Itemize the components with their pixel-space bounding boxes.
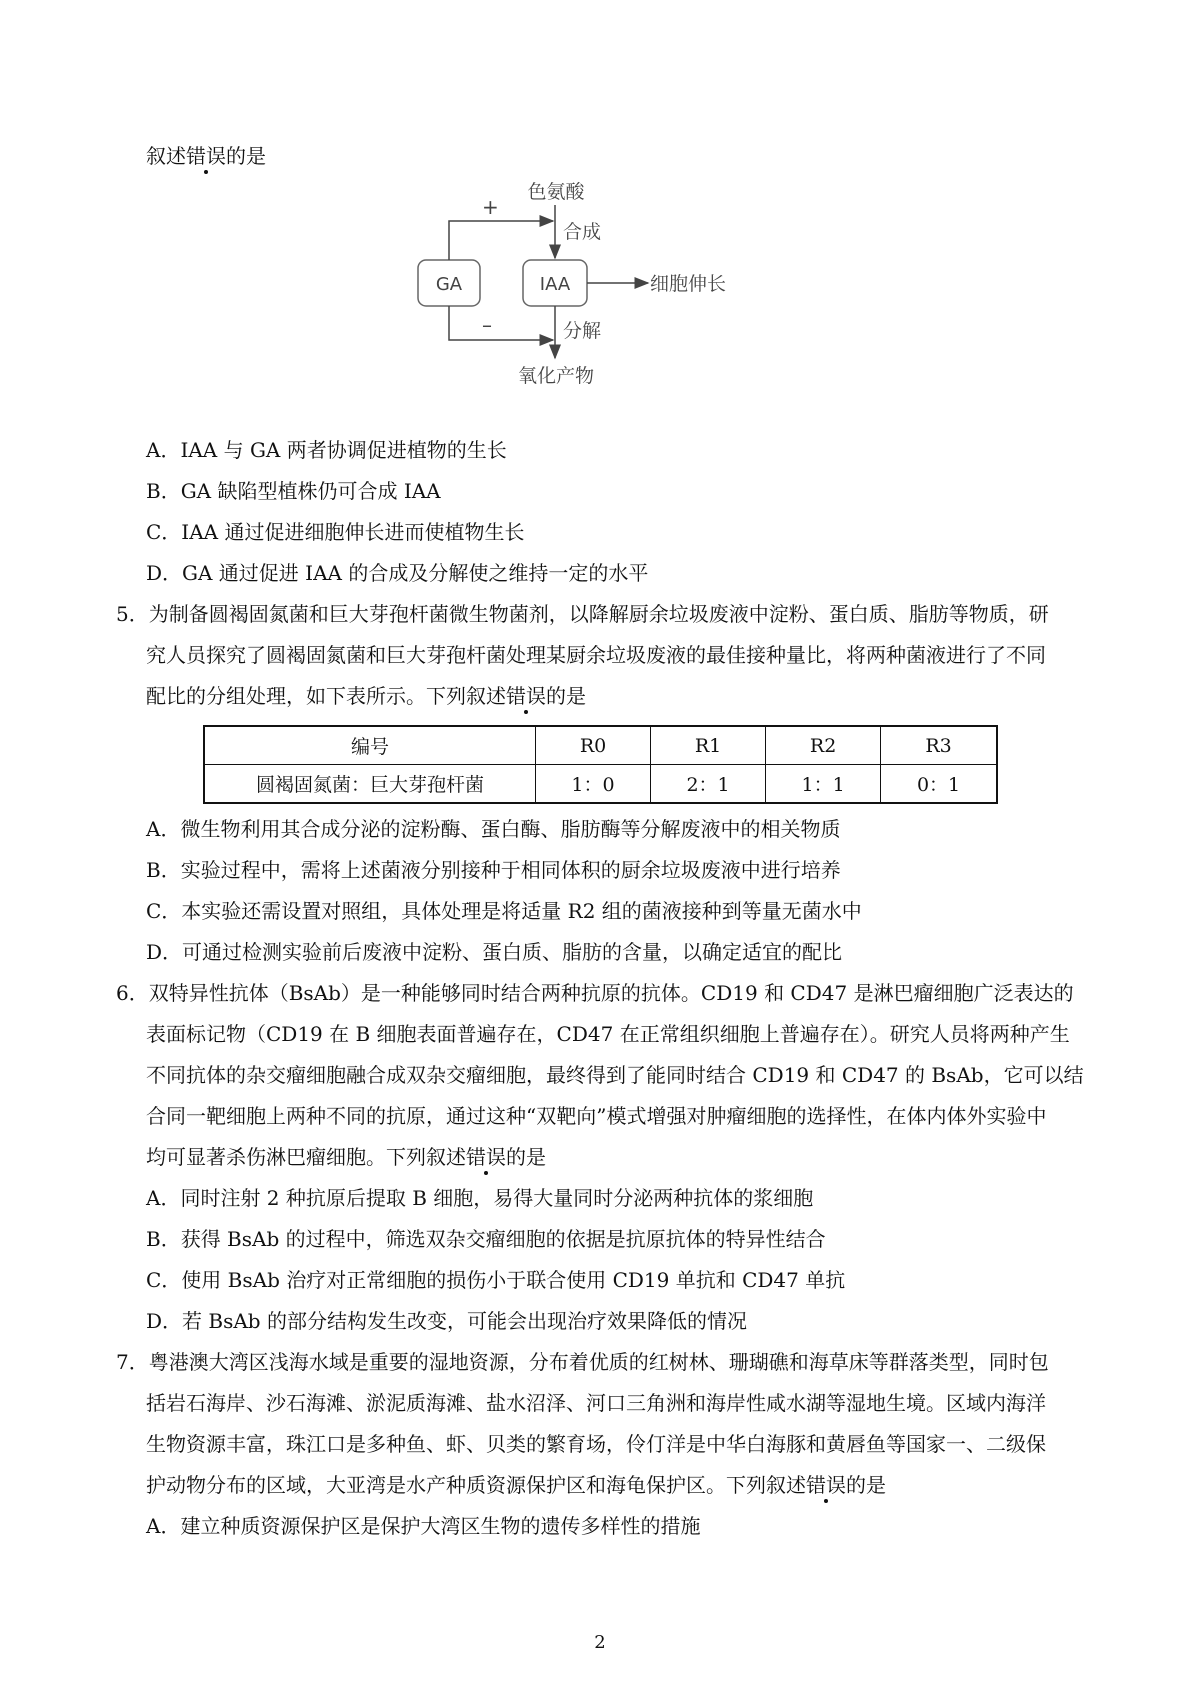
elongation-label: 细胞伸长 [650,273,727,295]
table-header-label: 编号 [204,726,536,765]
table-cell: 1：1 [766,765,881,804]
table-cell: 2：1 [651,765,766,804]
q5-stem-line-3: 配比的分组处理，如下表所示。下列叙述错误的是 [146,684,586,708]
emphasis-mark: 错误 [806,1473,846,1497]
ga-promote-arrow [449,221,553,260]
decomposition-label: 分解 [563,320,602,342]
q4-option-a: A．IAA 与 GA 两者协调促进植物的生长 [146,438,507,462]
q6-option-c: C．使用 BsAb 治疗对正常细胞的损伤小于联合使用 CD19 单抗和 CD47 单抗 [146,1268,846,1292]
q6-option-a: A．同时注射 2 种抗原后提取 B 细胞，易得大量同时分泌两种抗体的浆细胞 [146,1186,814,1210]
q6-option-b: B．获得 BsAb 的过程中，筛选双杂交瘤细胞的依据是抗原抗体的特异性结合 [146,1227,826,1251]
auxin-gibberellin-diagram [400,178,780,408]
q4-option-c: C．IAA 通过促进细胞伸长进而使植物生长 [146,520,525,544]
ga-inhibit-arrow [449,306,553,340]
q6-option-d: D．若 BsAb 的部分结构发生改变，可能会出现治疗效果降低的情况 [146,1309,747,1333]
table-cell: R3 [881,726,997,765]
q6-stem-line-5: 均可显著杀伤淋巴瘤细胞。下列叙述错误的是 [146,1145,546,1169]
q4-option-d: D．GA 通过促进 IAA 的合成及分解使之维持一定的水平 [146,561,649,585]
q5-stem-line-1: 5．为制备圆褐固氮菌和巨大芽孢杆菌微生物菌剂，以降解厨余垃圾废液中淀粉、蛋白质、脂肪等物质，研 [116,602,1049,626]
table-cell: R0 [536,726,651,765]
page-number: 2 [594,1632,606,1653]
emphasis-mark: 错误 [506,684,546,708]
q4-option-b: B．GA 缺陷型植株仍可合成 IAA [146,479,441,503]
q5-option-b: B．实验过程中，需将上述菌液分别接种于相同体积的厨余垃圾废液中进行培养 [146,858,841,882]
table-cell: 0：1 [881,765,997,804]
table-cell: R2 [766,726,881,765]
q7-stem-line-2: 括岩石海岸、沙石海滩、淤泥质海滩、盐水沼泽、河口三角洲和海岸性咸水湖等湿地生境。区域内海洋 [146,1391,1046,1415]
q6-stem-line-2: 表面标记物（CD19 在 B 细胞表面普遍存在，CD47 在正常组织细胞上普遍存在）。研究人员将两种产生 [146,1022,1070,1046]
q5-stem-line-2: 究人员探究了圆褐固氮菌和巨大芽孢杆菌处理某厨余垃圾废液的最佳接种量比，将两种菌液进行了不同 [146,643,1046,667]
q4-stem: 叙述错误的是 [146,144,266,168]
q6-stem-line-3: 不同抗体的杂交瘤细胞融合成双杂交瘤细胞，最终得到了能同时结合 CD19 和 CD47 的 BsAb，它可以结 [146,1063,1084,1087]
q5-option-d: D．可通过检测实验前后废液中淀粉、蛋白质、脂肪的含量，以确定适宜的配比 [146,940,843,964]
q5-option-c: C．本实验还需设置对照组，具体处理是将适量 R2 组的菌液接种到等量无菌水中 [146,899,862,923]
q5-option-a: A．微生物利用其合成分泌的淀粉酶、蛋白酶、脂肪酶等分解废液中的相关物质 [146,817,841,841]
emphasis-mark: 错误 [186,144,226,168]
iaa-label: IAA [539,274,571,295]
oxidation-product-label: 氧化产物 [517,365,595,387]
minus-sign: – [482,313,492,337]
table-row [204,726,997,765]
table-row [204,765,997,804]
q6-stem-line-4: 合同一靶细胞上两种不同的抗原，通过这种“双靶向”模式增强对肿瘤细胞的选择性，在体内体外实验中 [146,1104,1047,1128]
q7-stem-line-3: 生物资源丰富，珠江口是多种鱼、虾、贝类的繁育场，伶仃洋是中华白海豚和黄唇鱼等国家一、二级保 [146,1432,1046,1456]
table-row-label: 圆褐固氮菌：巨大芽孢杆菌 [204,765,536,804]
q7-option-a: A．建立种质资源保护区是保护大湾区生物的遗传多样性的措施 [146,1514,701,1538]
ga-label: GA [435,274,463,295]
table-cell: 1：0 [536,765,651,804]
inoculation-ratio-table [203,725,998,804]
synthesis-label: 合成 [563,221,602,243]
q7-stem-line-1: 7．粤港澳大湾区浅海水域是重要的湿地资源，分布着优质的红树林、珊瑚礁和海草床等群落类型，同时包 [116,1350,1049,1374]
tryptophan-label: 色氨酸 [527,181,585,203]
emphasis-mark: 错误 [466,1145,506,1169]
q7-stem-line-4: 护动物分布的区域，大亚湾是水产种质资源保护区和海龟保护区。下列叙述错误的是 [146,1473,886,1497]
table-cell: R1 [651,726,766,765]
plus-sign: + [482,195,499,219]
q6-stem-line-1: 6．双特异性抗体（BsAb）是一种能够同时结合两种抗原的抗体。CD19 和 CD47 是淋巴瘤细胞广泛表达的 [116,981,1074,1005]
